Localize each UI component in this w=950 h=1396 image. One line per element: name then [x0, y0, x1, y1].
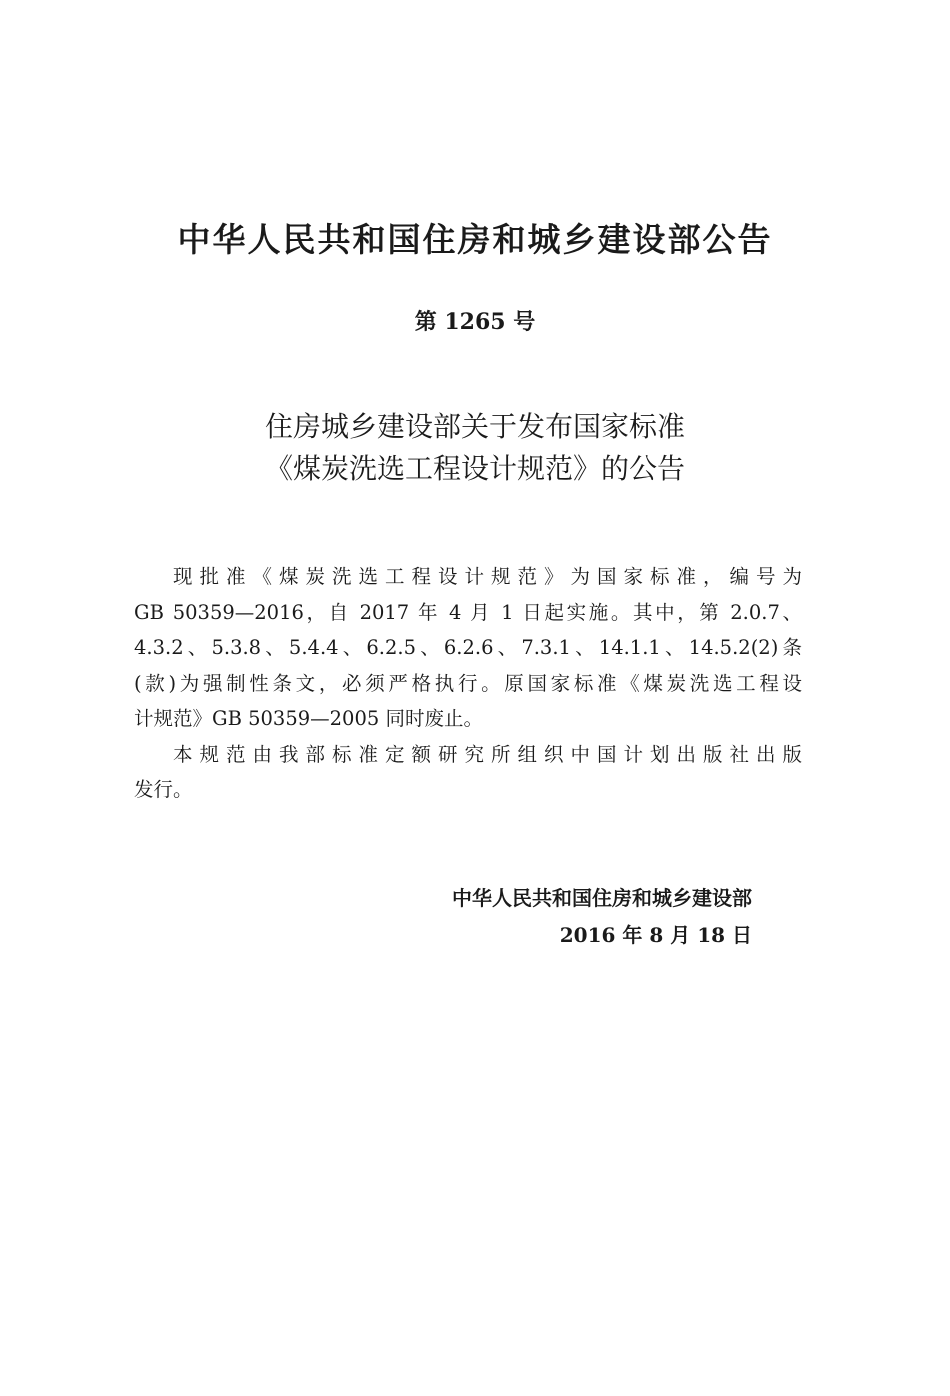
paragraph-1-line-4: (款)为强制性条文，必须严格执行。原国家标准《煤炭洗选工程设	[134, 671, 802, 695]
paragraph-1-line-2: GB 50359—2016，自 2017 年 4 月 1 日起实施。其中，第 2.0.7、	[134, 600, 802, 624]
announcement-title: 中华人民共和国住房和城乡建设部公告	[177, 220, 773, 259]
signature-block	[452, 880, 752, 954]
announcement-body	[134, 559, 802, 808]
subtitle-line-1: 住房城乡建设部关于发布国家标准	[264, 410, 685, 443]
announcement-subtitle	[0, 406, 950, 490]
subtitle-line-2: 《煤炭洗选工程设计规范》的公告	[264, 452, 685, 485]
issuer-name: 中华人民共和国住房和城乡建设部	[452, 886, 752, 910]
paragraph-1-line-3: 4.3.2、5.3.8、5.4.4、6.2.5、6.2.6、7.3.1、14.1.1、14.5.2(2)条	[134, 636, 802, 659]
paragraph-2-line-2: 发行。	[134, 778, 193, 801]
paragraph-1-line-1: 现批准《煤炭洗选工程设计规范》为国家标准，编号为	[173, 565, 802, 588]
paragraph-2-line-1: 本规范由我部标准定额研究所组织中国计划出版社出版	[173, 742, 802, 766]
announcement-number: 第 1265 号	[414, 309, 536, 335]
issue-date: 2016 年 8 月 18 日	[559, 923, 752, 947]
paragraph-1-line-5: 计规范》GB 50359—2005 同时废止。	[134, 707, 483, 730]
